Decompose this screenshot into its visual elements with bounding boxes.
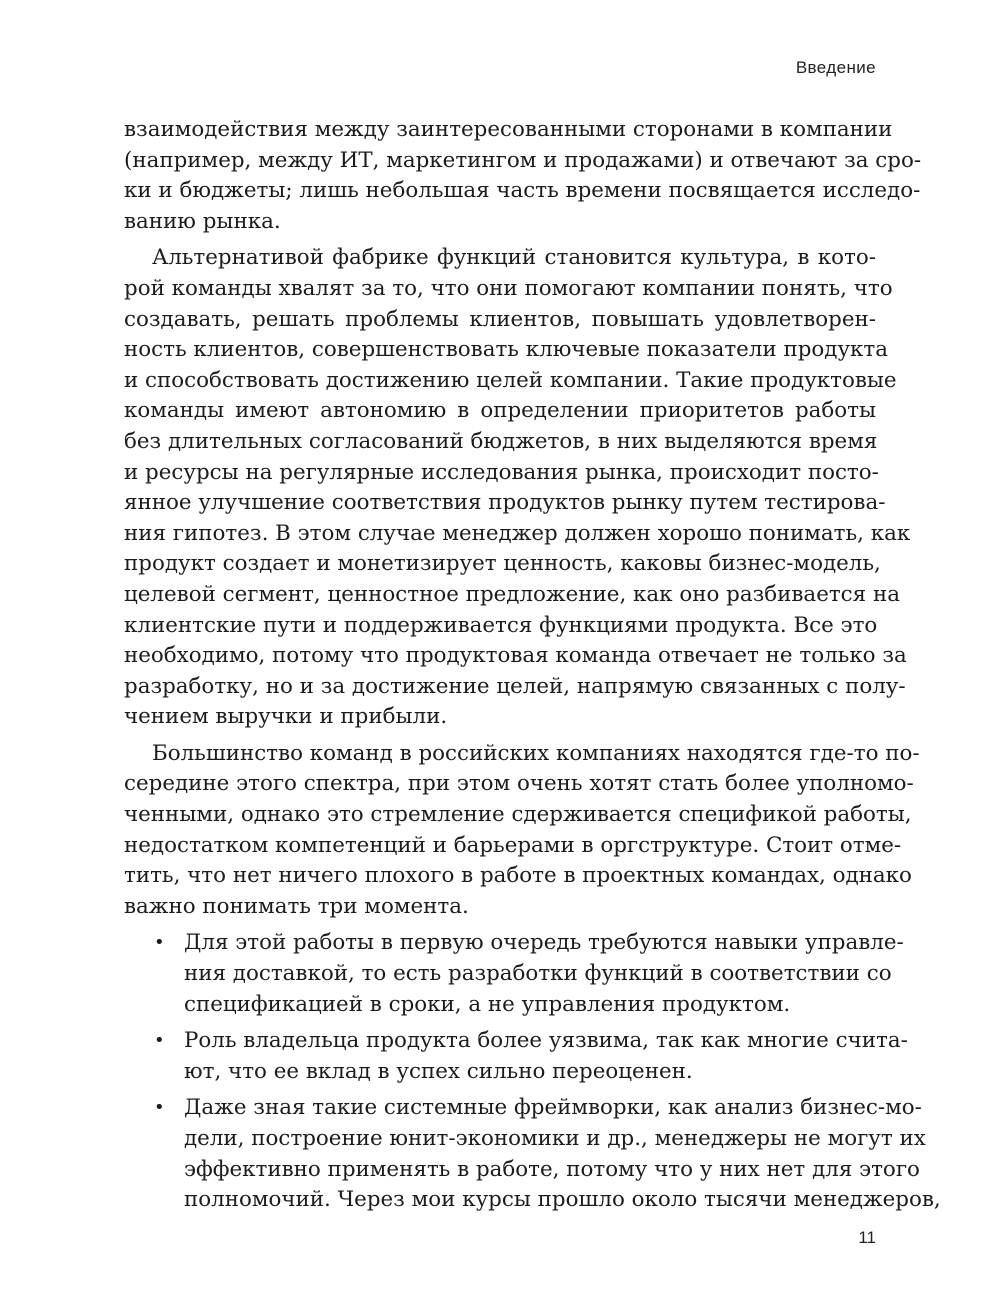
text-line: Большинство команд в российских компаниях находятся где-то по- — [152, 740, 920, 766]
text-line: необходимо, потому что продуктовая команда отвечает не только за — [124, 643, 907, 669]
text-line: команды имеют автономию в определении приоритетов работы — [124, 398, 876, 424]
text-line: важно понимать три момента. — [124, 893, 469, 919]
text-line: Альтернативой фабрике функций становится культура, в кото- — [152, 245, 876, 271]
bullet-item — [124, 1026, 908, 1087]
text-line: ность клиентов, совершенствовать ключевые показатели продукта — [124, 337, 889, 363]
paragraph-3 — [124, 739, 920, 923]
text-line: без длительных согласований бюджетов, в них выделяются время — [124, 428, 878, 454]
text-line: клиентские пути и поддерживается функциями продукта. Все это — [124, 612, 878, 638]
text-line: ванию рынка. — [124, 208, 281, 234]
text-line: ния доставкой, то есть разработки функций в соответствии со — [184, 961, 892, 987]
text-line: создавать, решать проблемы клиентов, повышать удовлетворен- — [124, 306, 876, 332]
bullet-item — [124, 928, 904, 1020]
text-line: Даже зная такие системные фреймворки, как анализ бизнес-мо- — [184, 1095, 922, 1121]
text-line: (например, между ИТ, маркетингом и продажами) и отвечают за сро- — [124, 147, 922, 173]
bullet-item — [124, 1093, 941, 1215]
text-line: и ресурсы на регулярные исследования рынка, происходит посто- — [124, 459, 879, 485]
text-line: взаимодействия между заинтересованными сторонами в компании — [124, 117, 893, 142]
text-line: полномочий. Через мои курсы прошло около тысячи менеджеров, — [184, 1187, 941, 1213]
bullet-marker: • — [154, 1030, 165, 1052]
text-line: целевой сегмент, ценностное предложение, как оно разбивается на — [124, 581, 900, 607]
text-line: Для этой работы в первую очередь требуются навыки управле- — [184, 930, 904, 956]
text-line: янное улучшение соответствия продуктов рынку путем тестирова- — [124, 490, 886, 516]
text-line: спецификацией в сроки, а не управления продуктом. — [184, 991, 791, 1017]
running-header-title: Введение — [795, 58, 876, 77]
text-line: Роль владельца продукта более уязвима, так как многие счита- — [184, 1028, 908, 1054]
text-line: чением выручки и прибыли. — [124, 704, 448, 730]
text-line: дели, построение юнит-экономики и др., менеджеры не могут их — [184, 1126, 926, 1151]
text-line: разработку, но и за достижение целей, напрямую связанных с полу- — [124, 673, 906, 699]
text-line: и способствовать достижению целей компании. Такие продуктовые — [124, 367, 897, 393]
text-line: ченными, однако это стремление сдерживается спецификой работы, — [124, 802, 912, 828]
page-number: 11 — [858, 1228, 876, 1247]
text-line: ют, что ее вклад в успех сильно переоценен. — [184, 1058, 693, 1084]
text-line: ки и бюджеты; лишь небольшая часть времени посвящается исследо- — [124, 178, 921, 204]
page-body — [124, 115, 941, 1216]
paragraph-2 — [124, 243, 911, 733]
paragraph-1 — [124, 115, 922, 237]
text-line: середине этого спектра, при этом очень хотят стать более уполномо- — [124, 771, 914, 797]
text-line: продукт создает и монетизирует ценность, каковы бизнес-модель, — [124, 551, 881, 577]
text-line: ния гипотез. В этом случае менеджер должен хорошо понимать, как — [124, 520, 911, 546]
bullet-marker: • — [154, 1097, 165, 1119]
bullet-marker: • — [154, 932, 165, 954]
text-line: тить, что нет ничего плохого в работе в проектных командах, однако — [124, 863, 912, 889]
text-line: эффективно применять в работе, потому что у них нет для этого — [184, 1156, 920, 1182]
text-line: рой команды хвалят за то, что они помогают компании понять, что — [124, 275, 893, 301]
bullet-list — [124, 928, 941, 1215]
text-line: недостатком компетенций и барьерами в оргструктуре. Стоит отме- — [124, 832, 902, 858]
